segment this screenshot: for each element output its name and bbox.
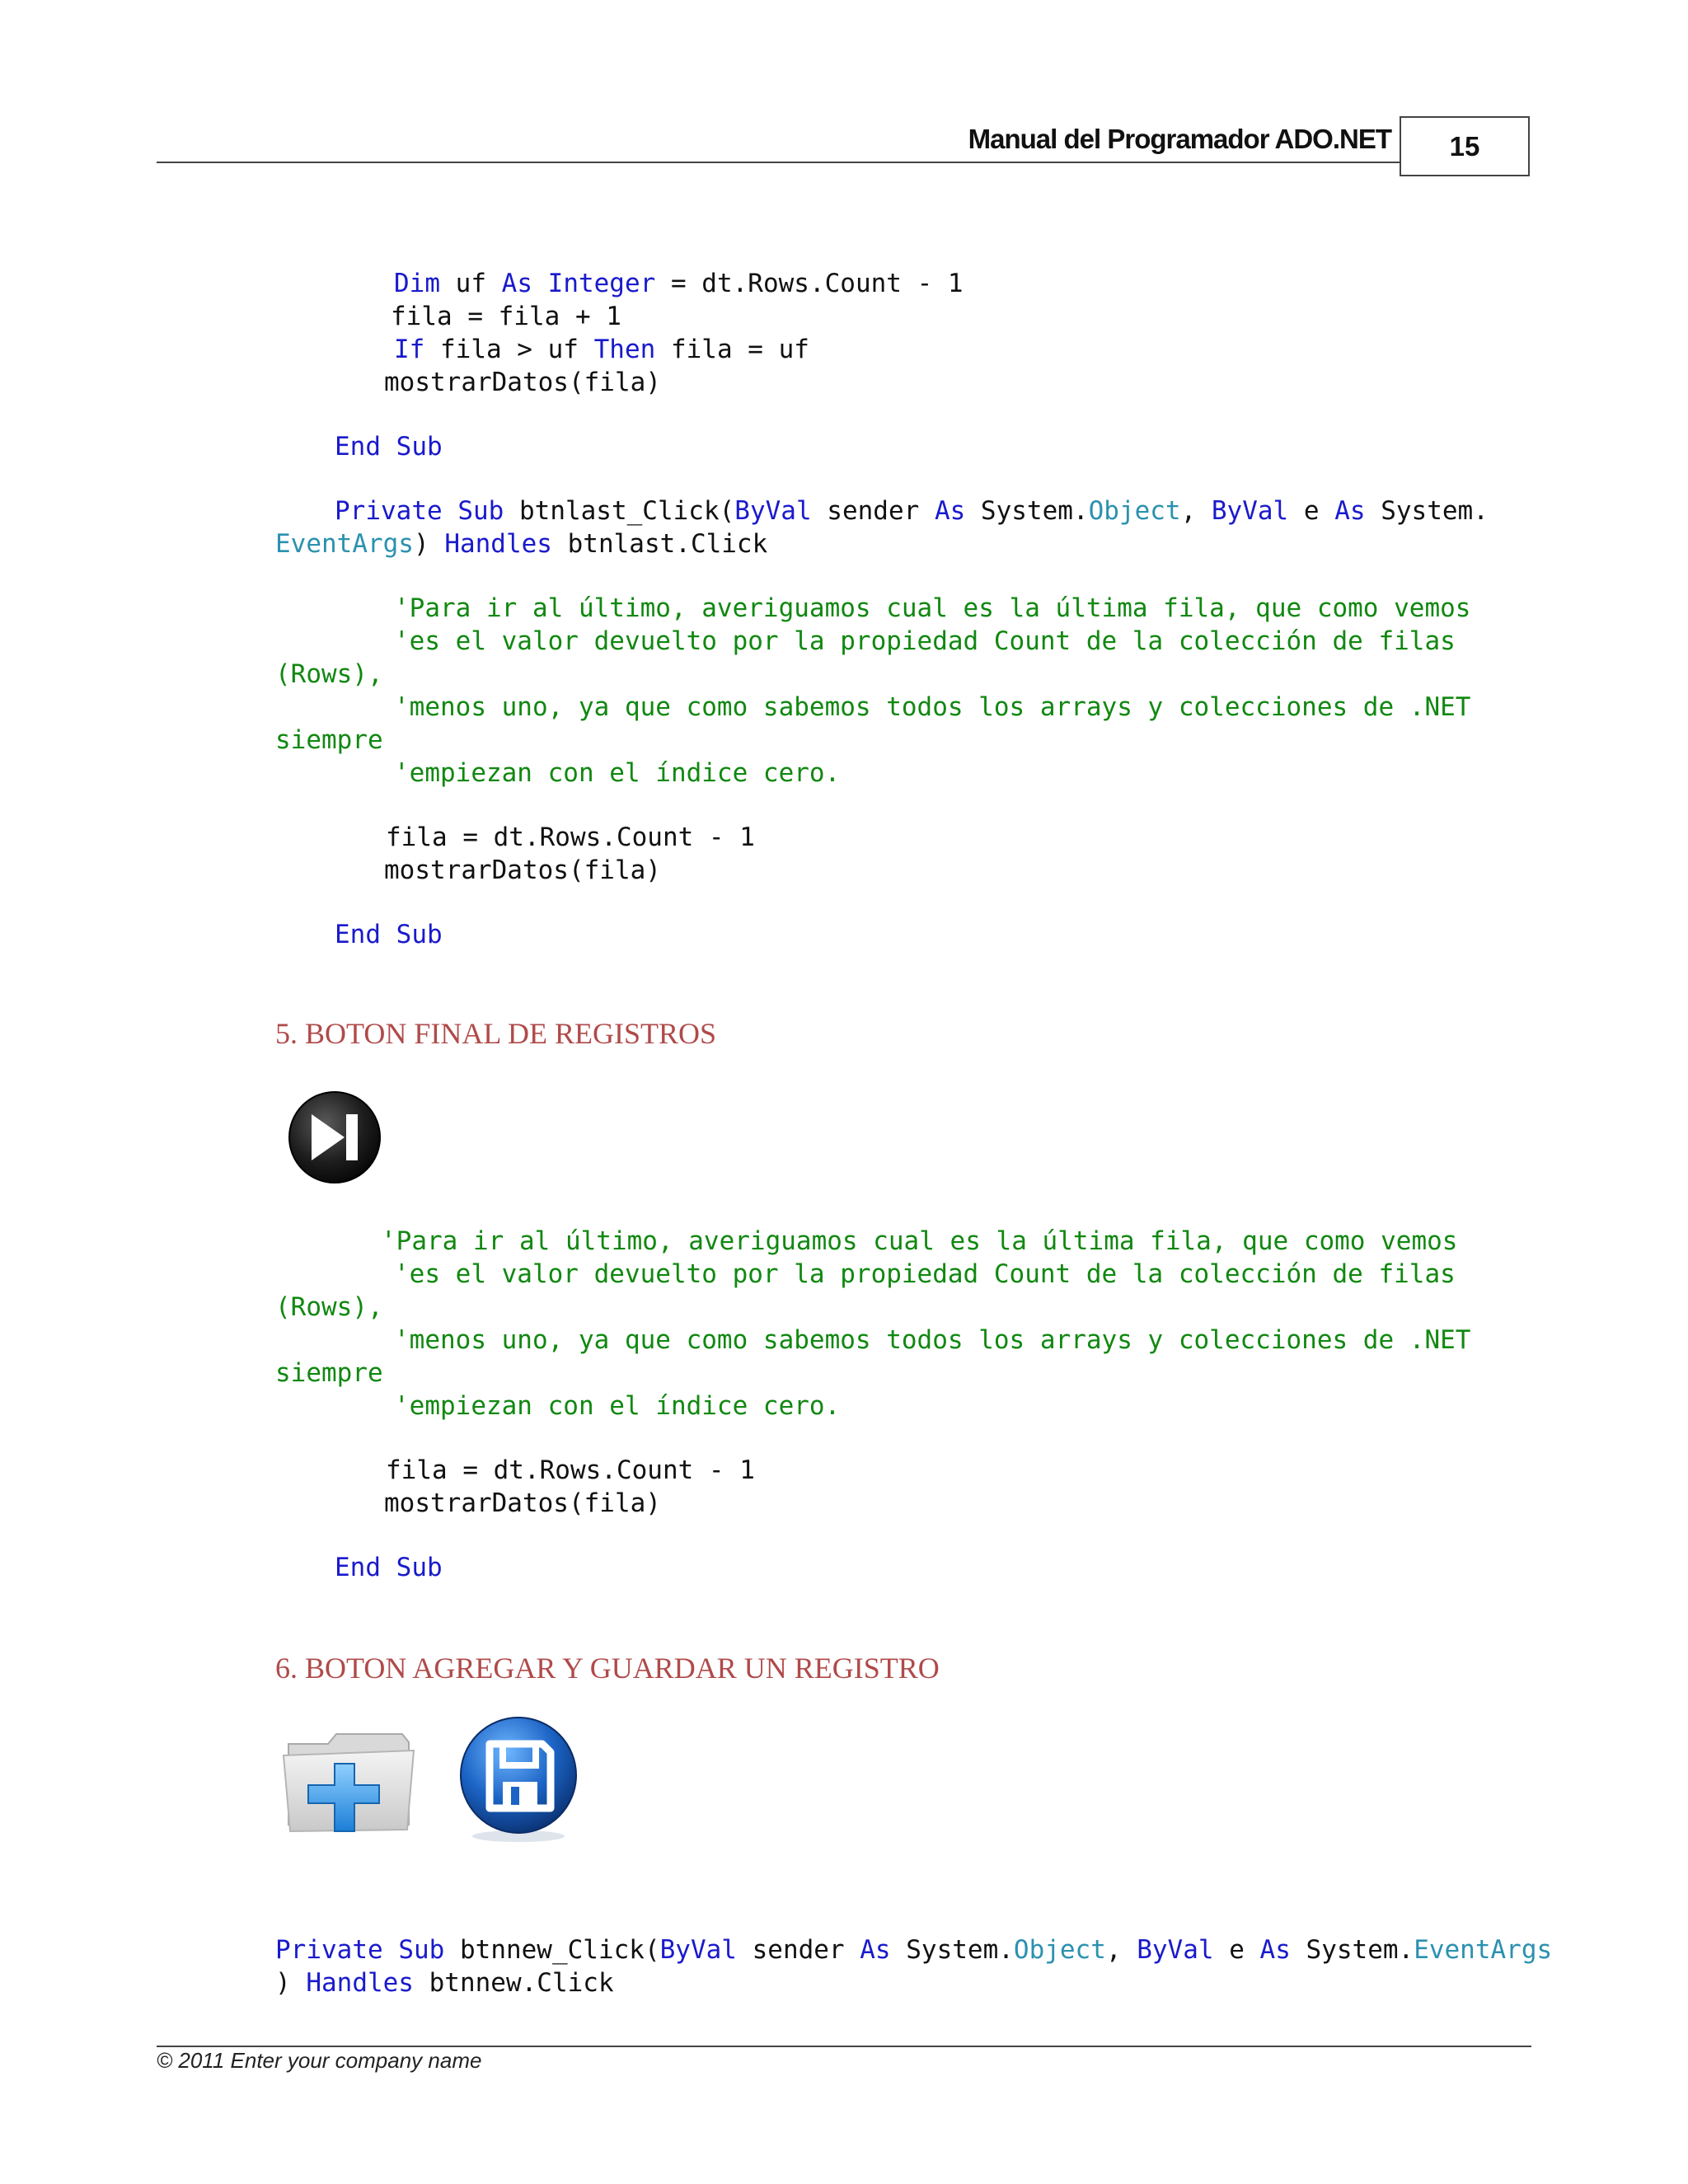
code-text: uf	[440, 269, 502, 298]
code-line	[275, 1291, 383, 1324]
folder-add-icon	[279, 1719, 419, 1843]
code-text	[381, 1553, 396, 1582]
code-text	[443, 496, 458, 526]
code-line	[275, 1357, 383, 1390]
code-keyword: End	[335, 1553, 381, 1582]
code-text: btnlast.Click	[551, 529, 768, 559]
code-comment: 'es el valor devuelto por la propiedad Count de la colección de filas	[394, 1259, 1456, 1289]
footer-rule	[157, 2046, 1531, 2047]
code-line	[384, 366, 661, 399]
code-text: fila = dt.Rows.Count - 1	[386, 823, 755, 852]
code-keyword: As	[1259, 1935, 1291, 1965]
code-keyword: As	[501, 269, 532, 298]
code-line	[335, 494, 1489, 527]
code-text: fila = dt.Rows.Count - 1	[386, 1455, 755, 1485]
code-text: sender	[736, 1935, 860, 1965]
code-type: EventArgs	[275, 529, 414, 559]
code-keyword: Private	[275, 1935, 383, 1965]
code-line	[275, 724, 383, 757]
code-text: mostrarDatos(fila)	[384, 368, 661, 397]
code-line	[394, 1324, 1470, 1357]
code-keyword: End	[335, 920, 381, 949]
header-rule	[157, 162, 1400, 163]
code-line	[394, 1258, 1456, 1291]
code-line	[386, 1454, 755, 1487]
code-comment: 'Para ir al último, averiguamos cual es la última fila, que como vemos	[381, 1226, 1458, 1256]
code-text: btnnew_Click(	[444, 1935, 660, 1965]
code-comment: (Rows),	[275, 659, 383, 689]
code-line	[335, 430, 443, 463]
page-number: 15	[1449, 130, 1480, 162]
floppy-save-icon	[457, 1713, 580, 1844]
code-type: Object	[1013, 1935, 1106, 1965]
code-comment: (Rows),	[275, 1292, 383, 1322]
code-keyword: As	[1334, 496, 1366, 526]
code-keyword: Then	[593, 335, 656, 364]
code-text: fila > uf	[424, 335, 594, 364]
code-line	[275, 527, 767, 560]
code-keyword: ByVal	[1137, 1935, 1214, 1965]
code-keyword: Handles	[306, 1968, 414, 1998]
code-comment: 'empiezan con el índice cero.	[394, 1391, 841, 1421]
section-heading-5: 5. BOTON FINAL DE REGISTROS	[275, 1017, 717, 1050]
code-keyword: If	[394, 335, 425, 364]
code-text: ,	[1105, 1935, 1137, 1965]
code-keyword: Dim	[394, 269, 440, 298]
code-type: EventArgs	[1414, 1935, 1553, 1965]
code-keyword: ByVal	[659, 1935, 737, 1965]
code-line	[275, 1966, 614, 1999]
code-keyword: Sub	[398, 1935, 445, 1965]
code-keyword: Sub	[396, 920, 443, 949]
code-text: fila = uf	[655, 335, 809, 364]
code-text: e	[1213, 1935, 1260, 1965]
code-keyword: As	[934, 496, 966, 526]
code-keyword: ByVal	[734, 496, 812, 526]
code-text: ,	[1180, 496, 1212, 526]
code-keyword: Sub	[396, 432, 443, 462]
footer-copyright: © 2011 Enter your company name	[157, 2048, 482, 2073]
code-text	[381, 432, 396, 462]
code-line	[386, 821, 755, 854]
code-text: mostrarDatos(fila)	[384, 855, 661, 885]
code-text	[381, 920, 396, 949]
code-line	[275, 1933, 1552, 1966]
code-text: btnnew.Click	[413, 1968, 614, 1998]
code-line	[384, 1487, 661, 1520]
page-number-box	[1400, 116, 1530, 176]
code-line	[335, 918, 443, 951]
code-line	[394, 592, 1470, 625]
code-text: = dt.Rows.Count - 1	[655, 269, 964, 298]
code-text: sender	[811, 496, 935, 526]
code-text: btnlast_Click(	[504, 496, 735, 526]
code-keyword: Sub	[457, 496, 504, 526]
code-line	[394, 757, 840, 790]
skip-to-end-icon	[287, 1090, 382, 1185]
code-text: System.	[1290, 1935, 1414, 1965]
code-line	[394, 625, 1456, 658]
code-comment: 'menos uno, ya que como sabemos todos los arrays y colecciones de .NET	[394, 692, 1471, 722]
code-comment: 'Para ir al último, averiguamos cual es la última fila, que como vemos	[394, 593, 1471, 623]
code-comment: siempre	[275, 725, 383, 755]
code-text: mostrarDatos(fila)	[384, 1488, 661, 1518]
code-text	[383, 1935, 399, 1965]
code-line	[381, 1225, 1457, 1258]
code-comment: siempre	[275, 1358, 383, 1388]
code-keyword: Private	[335, 496, 443, 526]
code-line	[335, 1551, 443, 1584]
code-text: )	[275, 1968, 307, 1998]
code-comment: 'menos uno, ya que como sabemos todos los arrays y colecciones de .NET	[394, 1325, 1471, 1355]
code-text: e	[1288, 496, 1335, 526]
code-keyword: As	[860, 1935, 891, 1965]
code-line	[384, 854, 661, 887]
code-text: System.	[1365, 496, 1489, 526]
code-line	[275, 658, 383, 691]
code-text: )	[413, 529, 445, 559]
code-comment: 'empiezan con el índice cero.	[394, 758, 841, 788]
code-text: fila = fila + 1	[391, 302, 621, 331]
code-comment: 'es el valor devuelto por la propiedad Count de la colección de filas	[394, 626, 1456, 656]
code-keyword: Integer	[547, 269, 656, 298]
section-heading-6: 6. BOTON AGREGAR Y GUARDAR UN REGISTRO	[275, 1652, 940, 1685]
code-keyword: ByVal	[1211, 496, 1289, 526]
code-line	[394, 333, 809, 366]
code-line	[394, 267, 964, 300]
running-header-title: Manual del Programador ADO.NET	[968, 124, 1391, 154]
code-text: System.	[965, 496, 1089, 526]
code-keyword: Handles	[444, 529, 552, 559]
code-line	[394, 1390, 840, 1422]
code-type: Object	[1088, 496, 1181, 526]
code-line	[391, 300, 621, 333]
code-text	[532, 269, 548, 298]
code-keyword: End	[335, 432, 381, 462]
code-keyword: Sub	[396, 1553, 443, 1582]
code-text: System.	[890, 1935, 1014, 1965]
code-line	[394, 691, 1470, 724]
